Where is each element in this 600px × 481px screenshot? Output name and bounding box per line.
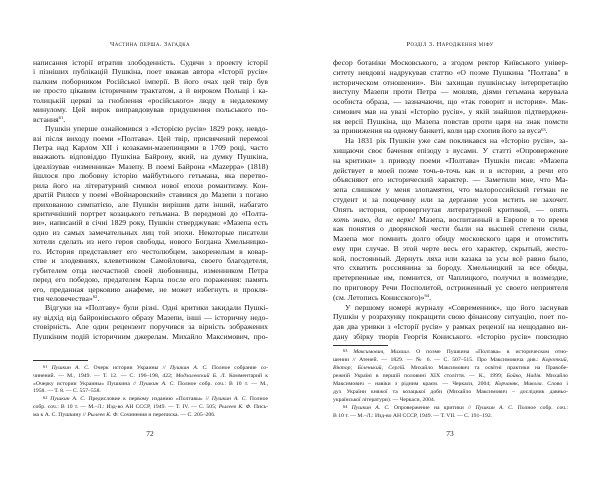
text-line: української літератури). — Черкаси, 2004.: [333, 397, 436, 403]
text-span: О поэме Пушкина «Полтава» в историческом отно-: [410, 349, 568, 355]
text-line: стовірність. Але один рецензент поручився за вірність зображених: [33, 322, 268, 332]
text-line: [33, 365, 268, 373]
text-line: [333, 293, 568, 303]
text-line: ня версії Пушкіна, що Мазепа повстав проти царя на знак помсти: [333, 116, 568, 126]
text-line: студент и за пощечину или за дергание усов мстить не захочет.: [333, 194, 568, 204]
text-span: Комментарий к: [225, 372, 268, 379]
text-line: симович мав на увазі «Історію русів», у якій знайшов підтверджен-: [333, 106, 568, 116]
text-line: написання історії втратив злободенність. Судячи з проекту історії: [33, 58, 268, 67]
text-span: «Очерку истории Украины» Пушкина //: [33, 380, 140, 387]
text-line: вважають відповіддю Пушкіна Байрону, який, на думку Пушкіна,: [33, 152, 268, 162]
text-line: [33, 115, 268, 124]
text-line: [333, 404, 568, 412]
body-text: [333, 58, 568, 342]
footnote: [333, 348, 568, 404]
text-span: Мазепа, воспитанный в Европе в то время: [415, 214, 568, 224]
text-line: дратій Рилєєв у поемі «Войнаровский» ставився до Мазепи з погано: [33, 190, 268, 200]
italic-text: Пушкин А. С.: [169, 365, 208, 371]
text-span: Михайло Максимович та освітні практики на Правобе-: [405, 365, 568, 371]
paragraph: [33, 58, 268, 124]
text-line: хищаючи своє бачення епізоду з вусами. У статті «Опровержение: [333, 146, 568, 156]
text-line: [33, 412, 268, 420]
text-line: особиста образа, — зазначаючи, що «так говорит и история». Мак-: [333, 97, 568, 107]
text-line: [333, 215, 568, 225]
text-span: собр. соч.: В 10 т. — М.–Л.: Изд-во АН СССР, 1949. — Т. IV. — С. 505;: [33, 403, 219, 410]
text-span: встання: [33, 114, 59, 124]
footnote: [33, 365, 268, 396]
italic-text: Максимович, Михаил.: [353, 349, 411, 355]
text-line: хотели сделать из него героя свободы, нового Богдана Хмельницко-: [33, 237, 268, 247]
text-line: стве и злодеяниях, клеветником Самойловича, своего благодетеля,: [33, 256, 268, 266]
text-line: губителем отца несчастной своей любовницы, изменником Петра: [33, 265, 268, 275]
italic-text: Модзалевский Б. Л.: [175, 372, 226, 379]
italic-text: Пушкин А. С.: [475, 405, 514, 411]
footnote: [333, 404, 568, 420]
text-line: Пушкін у розрахунку покращити свою фінансову ситуацію, поет по-: [333, 312, 568, 322]
text-span: Полное собрание со-: [207, 365, 268, 371]
text-span: Слово і: [543, 381, 569, 387]
text-span: Сочинения и переписка. — С. 205–206.: [118, 411, 216, 418]
text-line: перед его победою, предателем Карла после его поражения: память: [33, 275, 268, 285]
text-line: взі після виходу поеми «Полтава». Цей твір, присвячений перемозі: [33, 133, 268, 143]
italic-text: Пушкин А. С.: [139, 380, 175, 387]
italic-text: Бойко, Надія.: [506, 373, 542, 379]
page-number: 72: [146, 429, 154, 438]
text-line: прихованою симпатією, але Пушкін вирішив дати інший, набагато: [33, 199, 268, 209]
text-line: толицькій церкві за гноблення «російського» люду в недалекому: [33, 95, 268, 105]
footnote-reference[interactable]: 61: [58, 115, 64, 121]
running-head: Частина перша. Загадка: [110, 41, 190, 48]
text-line: ему при случае. В этой черте весь его характер, скрытый, жесто-: [333, 243, 568, 253]
italic-text: Рылеев К. Ф.: [87, 411, 119, 418]
text-line: [33, 373, 268, 381]
text-span: Опровержение на критики //: [389, 405, 476, 411]
text-line: Петра над Карлом XII і козаками-мазепинцями в 1709 році, часто: [33, 142, 268, 152]
text-line: На 1831 рік Пушкін уже сам покликався на «Історію русів», за-: [345, 136, 568, 146]
text-line: историческом отношении». Він захищав пушкінську інтерпретацію: [333, 77, 568, 87]
text-line: критичніший портрет козацького гетьмана. В передмові до «Полта-: [33, 209, 268, 218]
footnote: [33, 396, 268, 419]
body-text: [33, 58, 268, 341]
text-line: объясняют его исторический характер. — Заметили мне, что Ма-: [333, 175, 568, 185]
text-line: что схватить россиянина за бороду. Хмельницкий за все обиды,: [333, 263, 568, 273]
text-line: йшлося про любовну історію майбутнього гетьмана, яка перетво-: [33, 171, 268, 181]
text-line: ситету невдовзі надрукував статтю «О поэме Пушкина "Полтава" в: [333, 67, 568, 77]
footnote-reference[interactable]: 64: [424, 293, 430, 299]
text-line: дану збірку творів Георгія Кониського. «Історію русів» повсюдно: [333, 331, 568, 341]
text-line: Відгуки на «Полтаву» були різні. Одні критики закидали Пушкі-: [45, 303, 268, 313]
text-line: [333, 364, 568, 372]
footnote-reference[interactable]: 62: [43, 394, 48, 400]
italic-text: Корчаняк, Микола.: [494, 381, 544, 387]
text-line: [333, 380, 568, 388]
text-line: [33, 381, 268, 389]
text-line: Опять история, опровергнутая литературной критикой, — опять: [333, 204, 568, 214]
text-span: шении // Атеней. — 1829. — № 6. — С. 507–515. Про Максимовича див.:: [333, 357, 543, 363]
footnote-reference[interactable]: 64: [343, 403, 348, 409]
text-line: рила його на літературний символ нової епохи романтизму. Кон-: [33, 180, 268, 190]
text-span: ма к А. С. Пушкину //: [33, 411, 88, 418]
italic-text: хоть знаю, да не верю!: [333, 214, 416, 224]
paragraph: [33, 303, 268, 341]
text-line: одно из самых замечательных лиц той эпохи. Некоторые писатели: [33, 227, 268, 237]
footnotes: [333, 348, 568, 420]
text-line: палким поборником Російської імперії. В його очах цей твір був: [33, 76, 268, 86]
text-line: Пушкін уперше ознайомився з «Історією русів» 1829 року, невдо-: [45, 124, 268, 134]
text-line: действует в моей поэме точь-в-точь как и в истории, а речи его: [333, 165, 568, 175]
text-span: .: [545, 126, 548, 136]
text-span: Полное: [246, 396, 269, 403]
text-line: У першому номері журналу «Современник», що його заснував: [345, 302, 568, 312]
footnote-reference[interactable]: 63: [541, 126, 546, 132]
text-line: его, преданная церковию анафеме, не может избегнуть и прокля-: [33, 284, 268, 294]
text-span: за приниження на одному банкеті, коли цар схопив його за вуса: [333, 126, 542, 136]
text-line: го. История представляет его честолюбцем, закоренелым в ковар-: [33, 246, 268, 256]
italic-text: Рылеев К. Ф.: [218, 403, 252, 410]
text-span: режній Україні в першій половині XIX століття. — К., 1999;: [333, 373, 507, 379]
italic-text: Пушкин А. С.: [351, 405, 390, 411]
footnotes: [33, 365, 268, 420]
text-span: Пись-: [251, 403, 268, 410]
text-line: как понятия о дворянской чести были на высшей степени силы,: [333, 224, 568, 234]
paragraph: [333, 136, 568, 302]
footnote-reference[interactable]: 61: [43, 363, 48, 369]
footnote-divider: [333, 345, 388, 346]
text-line: по приговору Речи Посполитой, остриженный ус своего неприятеля: [333, 282, 568, 292]
text-span: Полное собр. соч.:: [513, 405, 568, 411]
text-span: Очерк истории Украины //: [89, 365, 170, 371]
text-line: [333, 348, 568, 356]
text-line: 1958. — Т. 8. — С. 557–558.: [33, 388, 101, 395]
running-head: Розділ 3. Народження міфу: [406, 41, 494, 48]
text-line: і пізніших публікацій Пушкіна, поет вважав автора «Історії русів»: [33, 67, 268, 77]
text-line: ідеалізував «изменника» Мазепу. В поемі Байрона «Mazeppa» (1818): [33, 161, 268, 171]
text-line: фесор ботаніки Московського, а згодом ректор Київського універ-: [333, 58, 568, 67]
text-span: .: [429, 292, 431, 302]
italic-text: Пушкин А. С.: [51, 365, 90, 371]
text-line: В 10 т. — М.–Л.: Изд-во АН СССР, 1949. — Т. VII. — С. 191–192.: [333, 413, 493, 419]
italic-text: Пушкин А. С.: [211, 396, 247, 403]
text-span: (см. Летопись Конисского)»: [333, 292, 425, 302]
text-line: на критики» з приводу поеми «Полтава» Пушкін писав: «Мазепа: [333, 155, 568, 165]
text-line: [33, 396, 268, 404]
text-span: .: [63, 114, 66, 124]
text-span: Максимович – навіки з рідним краєм. — Черкаси, 2004;: [333, 381, 495, 387]
paragraph: [333, 58, 568, 136]
italic-text: Віктор; Біленький, Сергій.: [333, 365, 406, 371]
paragraph: [33, 124, 268, 303]
text-span: .: [97, 293, 100, 303]
footnote-reference[interactable]: 62: [92, 294, 98, 300]
page-number: 73: [446, 429, 454, 438]
italic-text: Пушкин А. С.: [50, 396, 86, 403]
footnote-reference[interactable]: 63: [343, 347, 348, 353]
text-line: [333, 356, 568, 364]
text-line: [333, 372, 568, 380]
text-span: тия человечества»: [33, 293, 93, 303]
text-line: ну відхід від байронівського образу Мазепи, інші — історичну недо-: [33, 312, 268, 322]
text-line: виступу Мазепи проти Петра — мовляв, діями гетьмана керувала: [333, 87, 568, 97]
text-span: Предисловие к первому изданию «Полтавы» //: [85, 396, 212, 403]
text-span: Михайло: [541, 373, 568, 379]
text-line: [333, 126, 568, 136]
text-line: Мазепа мог помнить долго обиду московского царя и отомстить: [333, 234, 568, 244]
footnote-divider: [33, 360, 88, 361]
text-line: [33, 294, 268, 303]
text-line: кой, постоянный. Дернуть ляха или казака за усы всё равно было,: [333, 253, 568, 263]
text-span: Полное собр. соч.: В 10 т. — М.,: [174, 380, 268, 387]
text-line: ви», написаній в січні 1829 року, Пушкін стверджував: «Мазепа есть: [33, 218, 268, 228]
text-line: претерпенные им, помнится, от Чаплицкого, получил в возмездие,: [333, 273, 568, 283]
text-line: дух України княжої та козацької доби (Михайло Максимович – дослідник давньо-: [333, 389, 568, 395]
text-line: зепа слишком у меня злопамятен, что малороссийский гетман не: [333, 185, 568, 195]
paragraph: [333, 303, 568, 342]
text-line: Пушкіним подій історичним джерелам. Михайло Максимович, про-: [33, 331, 268, 341]
text-line: не просто цікавим історичним трактатом, а й вироком Польщі і ка-: [33, 86, 268, 96]
text-line: минулому. Цей вирок виправдовував придушення польського по-: [33, 105, 268, 115]
text-line: [33, 404, 268, 412]
text-span: чинений. — М., 1949. — Т. 12. — С. 196–198, 422;: [33, 372, 176, 379]
italic-text: Короткий,: [542, 357, 568, 363]
right-page: [300, 0, 600, 481]
text-line: дав два уривки з «Історії русів» у рамках рецензії на нещодавно ви-: [333, 322, 568, 332]
